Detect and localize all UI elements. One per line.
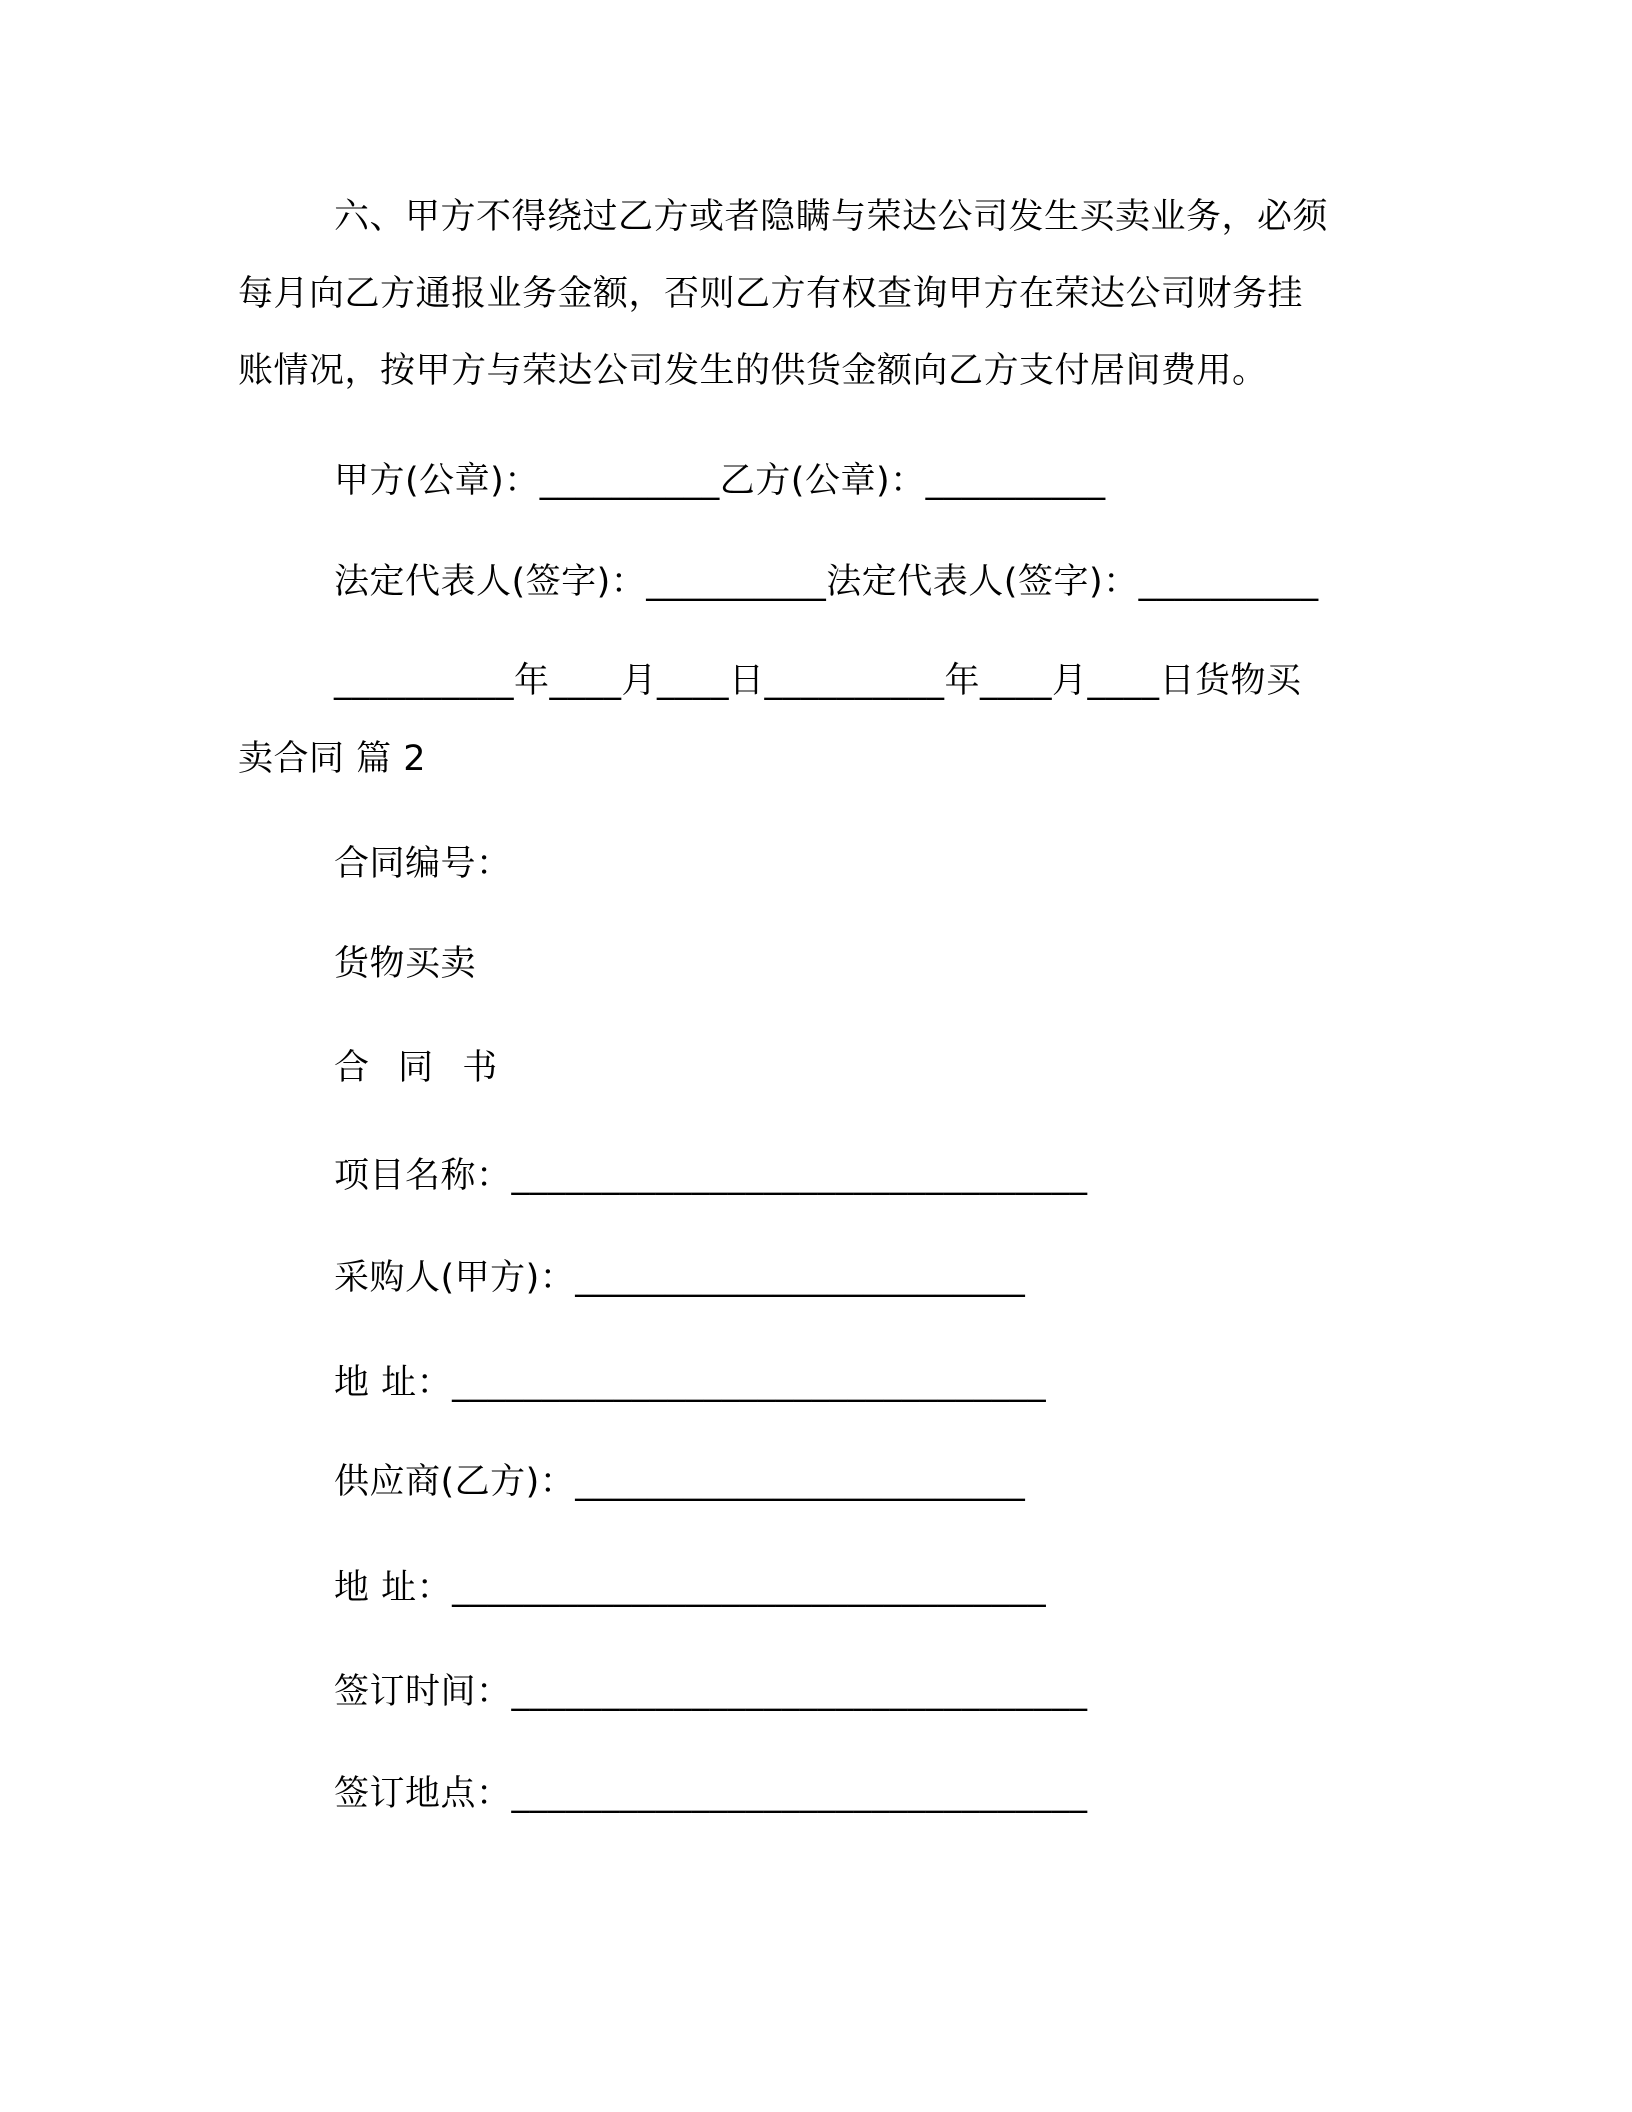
field-project-name: 项目名称：________________________________ (334, 1156, 1088, 1196)
date-line: __________年____月____日__________年____月____日货物买 (334, 661, 1302, 701)
contract-number-label: 合同编号： (334, 844, 512, 884)
field-supplier-address: 地 址：_________________________________ (334, 1568, 1047, 1608)
contract-heading-continued: 卖合同 篇 2 (238, 739, 427, 779)
section-six-line-1: 六、甲方不得绕过乙方或者隐瞒与荣达公司发生买卖业务，必须 (334, 197, 1329, 237)
seal-signature-line: 甲方(公章)：__________乙方(公章)：__________ (334, 461, 1106, 501)
field-purchaser: 采购人(甲方)：_________________________ (334, 1258, 1026, 1298)
field-supplier: 供应商(乙方)：_________________________ (334, 1462, 1026, 1502)
contract-title-line-1: 货物买卖 (334, 944, 477, 984)
field-purchaser-address: 地 址：_________________________________ (334, 1363, 1047, 1403)
field-signing-time: 签订时间：________________________________ (334, 1672, 1088, 1712)
section-six-line-2: 每月向乙方通报业务金额，否则乙方有权查询甲方在荣达公司财务挂 (238, 274, 1304, 314)
contract-title-line-2: 合 同 书 (334, 1048, 507, 1088)
representative-signature-line: 法定代表人(签字)：__________法定代表人(签字)：__________ (334, 562, 1319, 602)
field-signing-place: 签订地点：________________________________ (334, 1774, 1088, 1814)
section-six-line-3: 账情况，按甲方与荣达公司发生的供货金额向乙方支付居间费用。 (238, 351, 1268, 391)
